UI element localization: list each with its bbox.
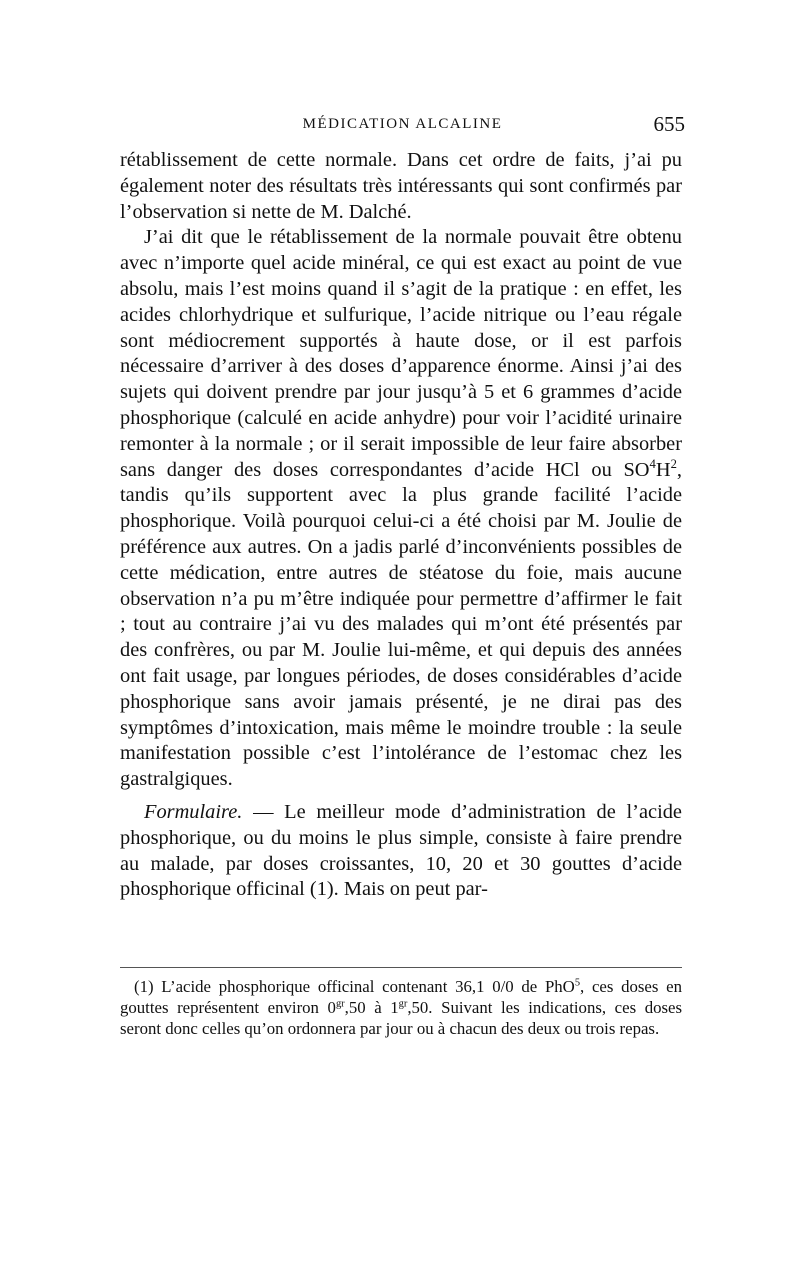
footnote-text-d: ,50. Suivant les indications, ces doses seront donc celles qu’on ordonnera par jour ou à chacun des deux ou trois repas. [120, 998, 682, 1038]
footnote-paragraph [120, 976, 682, 1039]
footnote-sup-5: 5 [574, 977, 581, 989]
paragraph-2 [120, 225, 682, 793]
formula-h: H [655, 458, 671, 481]
footnote-sup-gr-2: gr [398, 998, 408, 1010]
footnote-text-a: (1) L’acide phosphorique officinal contenant 36,1 0/0 de PhO [134, 977, 575, 996]
paragraph-1: rétablissement de cette normale. Dans cet ordre de faits, j’ai pu également noter des résultats très intéressants qui sont confirmés par l’observation si nette de M. Dalché. [120, 149, 682, 223]
footnote-sup-gr-1: gr [335, 998, 345, 1010]
footnote [120, 976, 682, 1039]
formulaire-label: Formulaire. [144, 800, 243, 823]
body-text [120, 148, 682, 903]
formula-superscript-4: 4 [649, 456, 656, 471]
paragraph-2-text-b: , tandis qu’ils supportent avec la plus grande facilité l’acide phosphorique. Voilà pourquoi celui-ci a été choisi par M. Joulie de préférence aux autres. On a jadis parlé d’inconvénients possibles de cette médication, entre autres de stéatose du foie, mais aucune observation n’a pu m’être indiquée pour permettre d’affirmer le fait ; tout au contraire j’ai vu des malades qui m’ont été présentés par des confrères, ou par M. Joulie lui-même, et qui depuis des années ont fait usage, par longues périodes, de doses considérables d’acide phosphorique sans avoir jamais présenté, je ne dirai pas des symptômes d’intoxication, mais même le moindre trouble : la seule manifestation possible c’est l’intolérance de l’estomac chez les gastralgiques. [120, 458, 682, 791]
formula-superscript-2: 2 [670, 456, 677, 471]
paragraph-3 [120, 800, 682, 903]
footnote-divider [120, 967, 682, 968]
paragraph-2-text-a: J’ai dit que le rétablissement de la normale pouvait être obtenu avec n’importe quel acide minéral, ce qui est exact au point de vue absolu, mais l’est moins quand il s’agit de la pratique : en effet, les acides chlorhydrique et sulfurique, l’acide nitrique ou l’eau régale sont médiocrement supportés à haute dose, or il est parfois nécessaire d’arriver à des doses d’apparence énorme. Ainsi j’ai des sujets qui doivent prendre par jour jusqu’à 5 et 6 grammes d’acide phosphorique (calculé en acide anhydre) pour voir l’acidité urinaire remonter à la normale ; or il serait impossible de leur faire absorber sans danger des doses correspondantes d’acide HCl ou SO [120, 226, 682, 481]
page-number: 655 [653, 112, 685, 136]
running-head: MÉDICATION ALCALINE [302, 116, 503, 132]
footnote-text-c: ,50 à 1 [344, 998, 399, 1017]
paragraph-3-text: — Le meilleur mode d’administration de l’acide phosphorique, ou du moins le plus simple, consiste à faire prendre au malade, par doses croissantes, 10, 20 et 30 gouttes d’acide phosphorique officinal (1). Mais on peut par- [120, 800, 682, 901]
page-header [120, 112, 685, 142]
footnote-text-b: , ces doses en gouttes représentent environ 0 [120, 977, 682, 1017]
